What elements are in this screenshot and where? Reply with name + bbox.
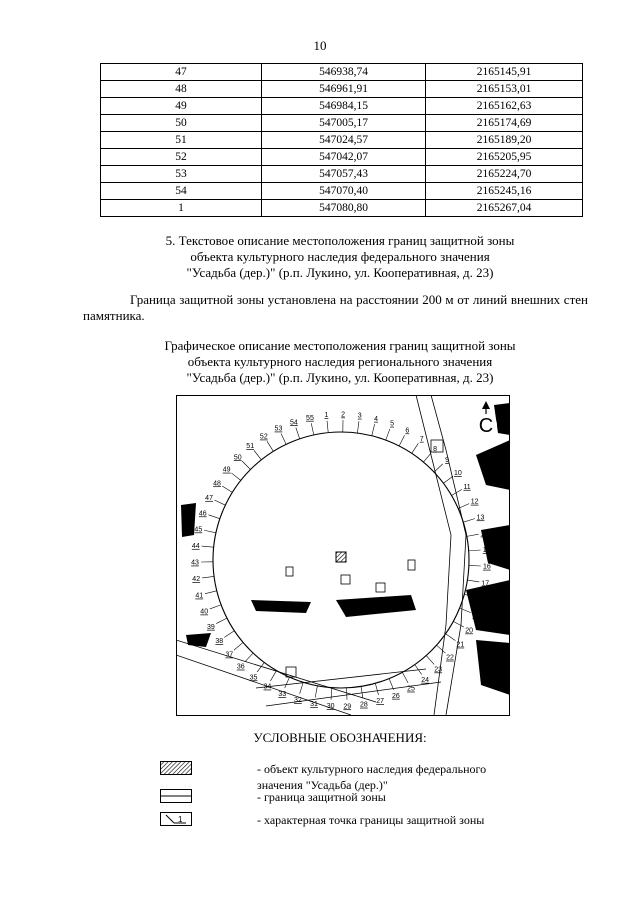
point-label: 43 <box>191 559 199 567</box>
table-cell: 547005,17 <box>262 115 426 132</box>
section5-heading-line3: "Усадьба (дер.)" (р.п. Лукино, ул. Кооперативная, д. 23) <box>186 265 494 280</box>
table-cell: 2165267,04 <box>426 200 583 217</box>
table-row <box>101 183 583 200</box>
table-cell: 2165205,95 <box>426 149 583 166</box>
page-number: 10 <box>313 38 327 53</box>
point-label: 32 <box>293 696 302 704</box>
section5-heading-line1: 5. Текстовое описание местоположения границ защитной зоны <box>165 233 515 248</box>
point-label: 12 <box>470 498 479 506</box>
point-label: 49 <box>222 466 231 474</box>
point-label: 33 <box>278 691 287 699</box>
point-label: 5 <box>390 420 394 428</box>
graphic-heading-line2: объекта культурного наследия регионального значения <box>187 354 493 369</box>
table-cell: 547057,43 <box>262 166 426 183</box>
table-cell: 52 <box>101 149 262 166</box>
point-label: 52 <box>259 433 268 441</box>
heritage-object <box>336 552 346 562</box>
boundary-line-icon <box>160 789 192 803</box>
point-label: 47 <box>205 494 213 502</box>
point-label: 25 <box>407 685 415 693</box>
point-label: 51 <box>246 443 255 451</box>
point-label: 8 <box>433 445 437 453</box>
table-row <box>101 166 583 183</box>
legend-item1-text: - объект культурного наследия федерального значения "Усадьба (дер.)" <box>257 762 487 792</box>
point-label: 7 <box>419 435 424 443</box>
point-label: 30 <box>326 703 335 711</box>
table-cell: 1 <box>101 200 262 217</box>
point-label: 24 <box>421 676 430 684</box>
point-label: 44 <box>191 542 200 550</box>
graphic-heading-line3: "Усадьба (дер.)" (р.п. Лукино, ул. Кооперативная, д. 23) <box>186 370 494 385</box>
point-label: 21 <box>456 641 465 649</box>
table-row <box>101 132 583 149</box>
table-cell: 2165145,91 <box>426 64 583 81</box>
table-cell: 50 <box>101 115 262 132</box>
point-label: 54 <box>290 419 298 427</box>
point-label: 48 <box>213 480 221 488</box>
point-label: 17 <box>481 580 490 588</box>
point-label: 29 <box>343 703 352 711</box>
table-cell: 547080,80 <box>262 200 426 217</box>
point-label: 1 <box>324 412 329 420</box>
table-cell: 2165245,16 <box>426 183 583 200</box>
point-label: 31 <box>310 700 318 708</box>
point-label: 38 <box>215 638 224 646</box>
point-label: 15 <box>482 547 491 555</box>
point-label: 6 <box>405 427 410 435</box>
legend-title: УСЛОВНЫЕ ОБОЗНАЧЕНИЯ: <box>253 730 427 745</box>
table-cell: 47 <box>101 64 262 81</box>
point-label: 9 <box>445 457 450 465</box>
table-cell: 53 <box>101 166 262 183</box>
section5-heading-line2: объекта культурного наследия федерального значения <box>190 249 490 264</box>
table-cell: 547070,40 <box>262 183 426 200</box>
point-label: 27 <box>376 698 385 706</box>
point-label: 23 <box>434 666 443 674</box>
point-label: 4 <box>374 415 379 423</box>
point-label: 39 <box>207 623 215 631</box>
point-label: 13 <box>476 514 485 522</box>
point-label: 35 <box>249 674 258 682</box>
point-label: 22 <box>446 654 454 662</box>
point-label: 10 <box>453 470 462 478</box>
table-cell: 546961,91 <box>262 81 426 98</box>
table-row <box>101 200 583 217</box>
table-row <box>101 81 583 98</box>
point-label: 46 <box>198 510 207 518</box>
table-row <box>101 98 583 115</box>
table-cell: 546938,74 <box>262 64 426 81</box>
point-label: 37 <box>225 651 234 659</box>
point-label: 20 <box>465 627 474 635</box>
legend-point-label: 1 <box>178 815 183 824</box>
table-row <box>101 115 583 132</box>
table-cell: 546984,15 <box>262 98 426 115</box>
point-label: 50 <box>233 454 242 462</box>
north-label: С <box>478 415 494 437</box>
point-label: 16 <box>482 563 491 571</box>
table-cell: 547024,57 <box>262 132 426 149</box>
characteristic-point-icon <box>160 812 192 826</box>
table-cell: 51 <box>101 132 262 149</box>
table-cell: 2165189,20 <box>426 132 583 149</box>
point-label: 28 <box>359 701 368 709</box>
table-cell: 49 <box>101 98 262 115</box>
point-label: 19 <box>472 612 481 620</box>
point-label: 14 <box>480 530 489 538</box>
table-cell: 2165162,63 <box>426 98 583 115</box>
point-label: 55 <box>306 414 314 422</box>
graphic-heading-line1: Графическое описание местоположения границ защитной зоны <box>164 338 516 353</box>
table-cell: 2165174,69 <box>426 115 583 132</box>
table-row <box>101 149 583 166</box>
point-label: 40 <box>200 608 209 616</box>
section5-paragraph: Граница защитной зоны установлена на расстоянии 200 м от линий внешних стен памятника. <box>83 292 588 323</box>
point-label: 18 <box>477 596 486 604</box>
point-label: 53 <box>274 425 283 433</box>
table-cell: 2165224,70 <box>426 166 583 183</box>
point-label: 42 <box>192 576 201 584</box>
zone-map <box>176 395 510 716</box>
legend-item2-text: - граница защитной зоны <box>257 790 386 804</box>
legend-item3-text: - характерная точка границы защитной зоны <box>257 813 485 827</box>
point-label: 45 <box>194 526 203 534</box>
point-label: 26 <box>392 692 400 700</box>
table-cell: 547042,07 <box>262 149 426 166</box>
point-label: 36 <box>236 663 245 671</box>
table-cell: 54 <box>101 183 262 200</box>
point-label: 2 <box>341 411 346 419</box>
hatched-square-icon <box>160 761 192 775</box>
point-label: 34 <box>263 683 272 691</box>
table-cell: 2165153,01 <box>426 81 583 98</box>
table-cell: 48 <box>101 81 262 98</box>
point-label: 3 <box>357 412 362 420</box>
table-row <box>101 64 583 81</box>
point-label: 41 <box>195 592 204 600</box>
point-label: 11 <box>463 483 471 491</box>
coordinates-table <box>100 63 583 217</box>
